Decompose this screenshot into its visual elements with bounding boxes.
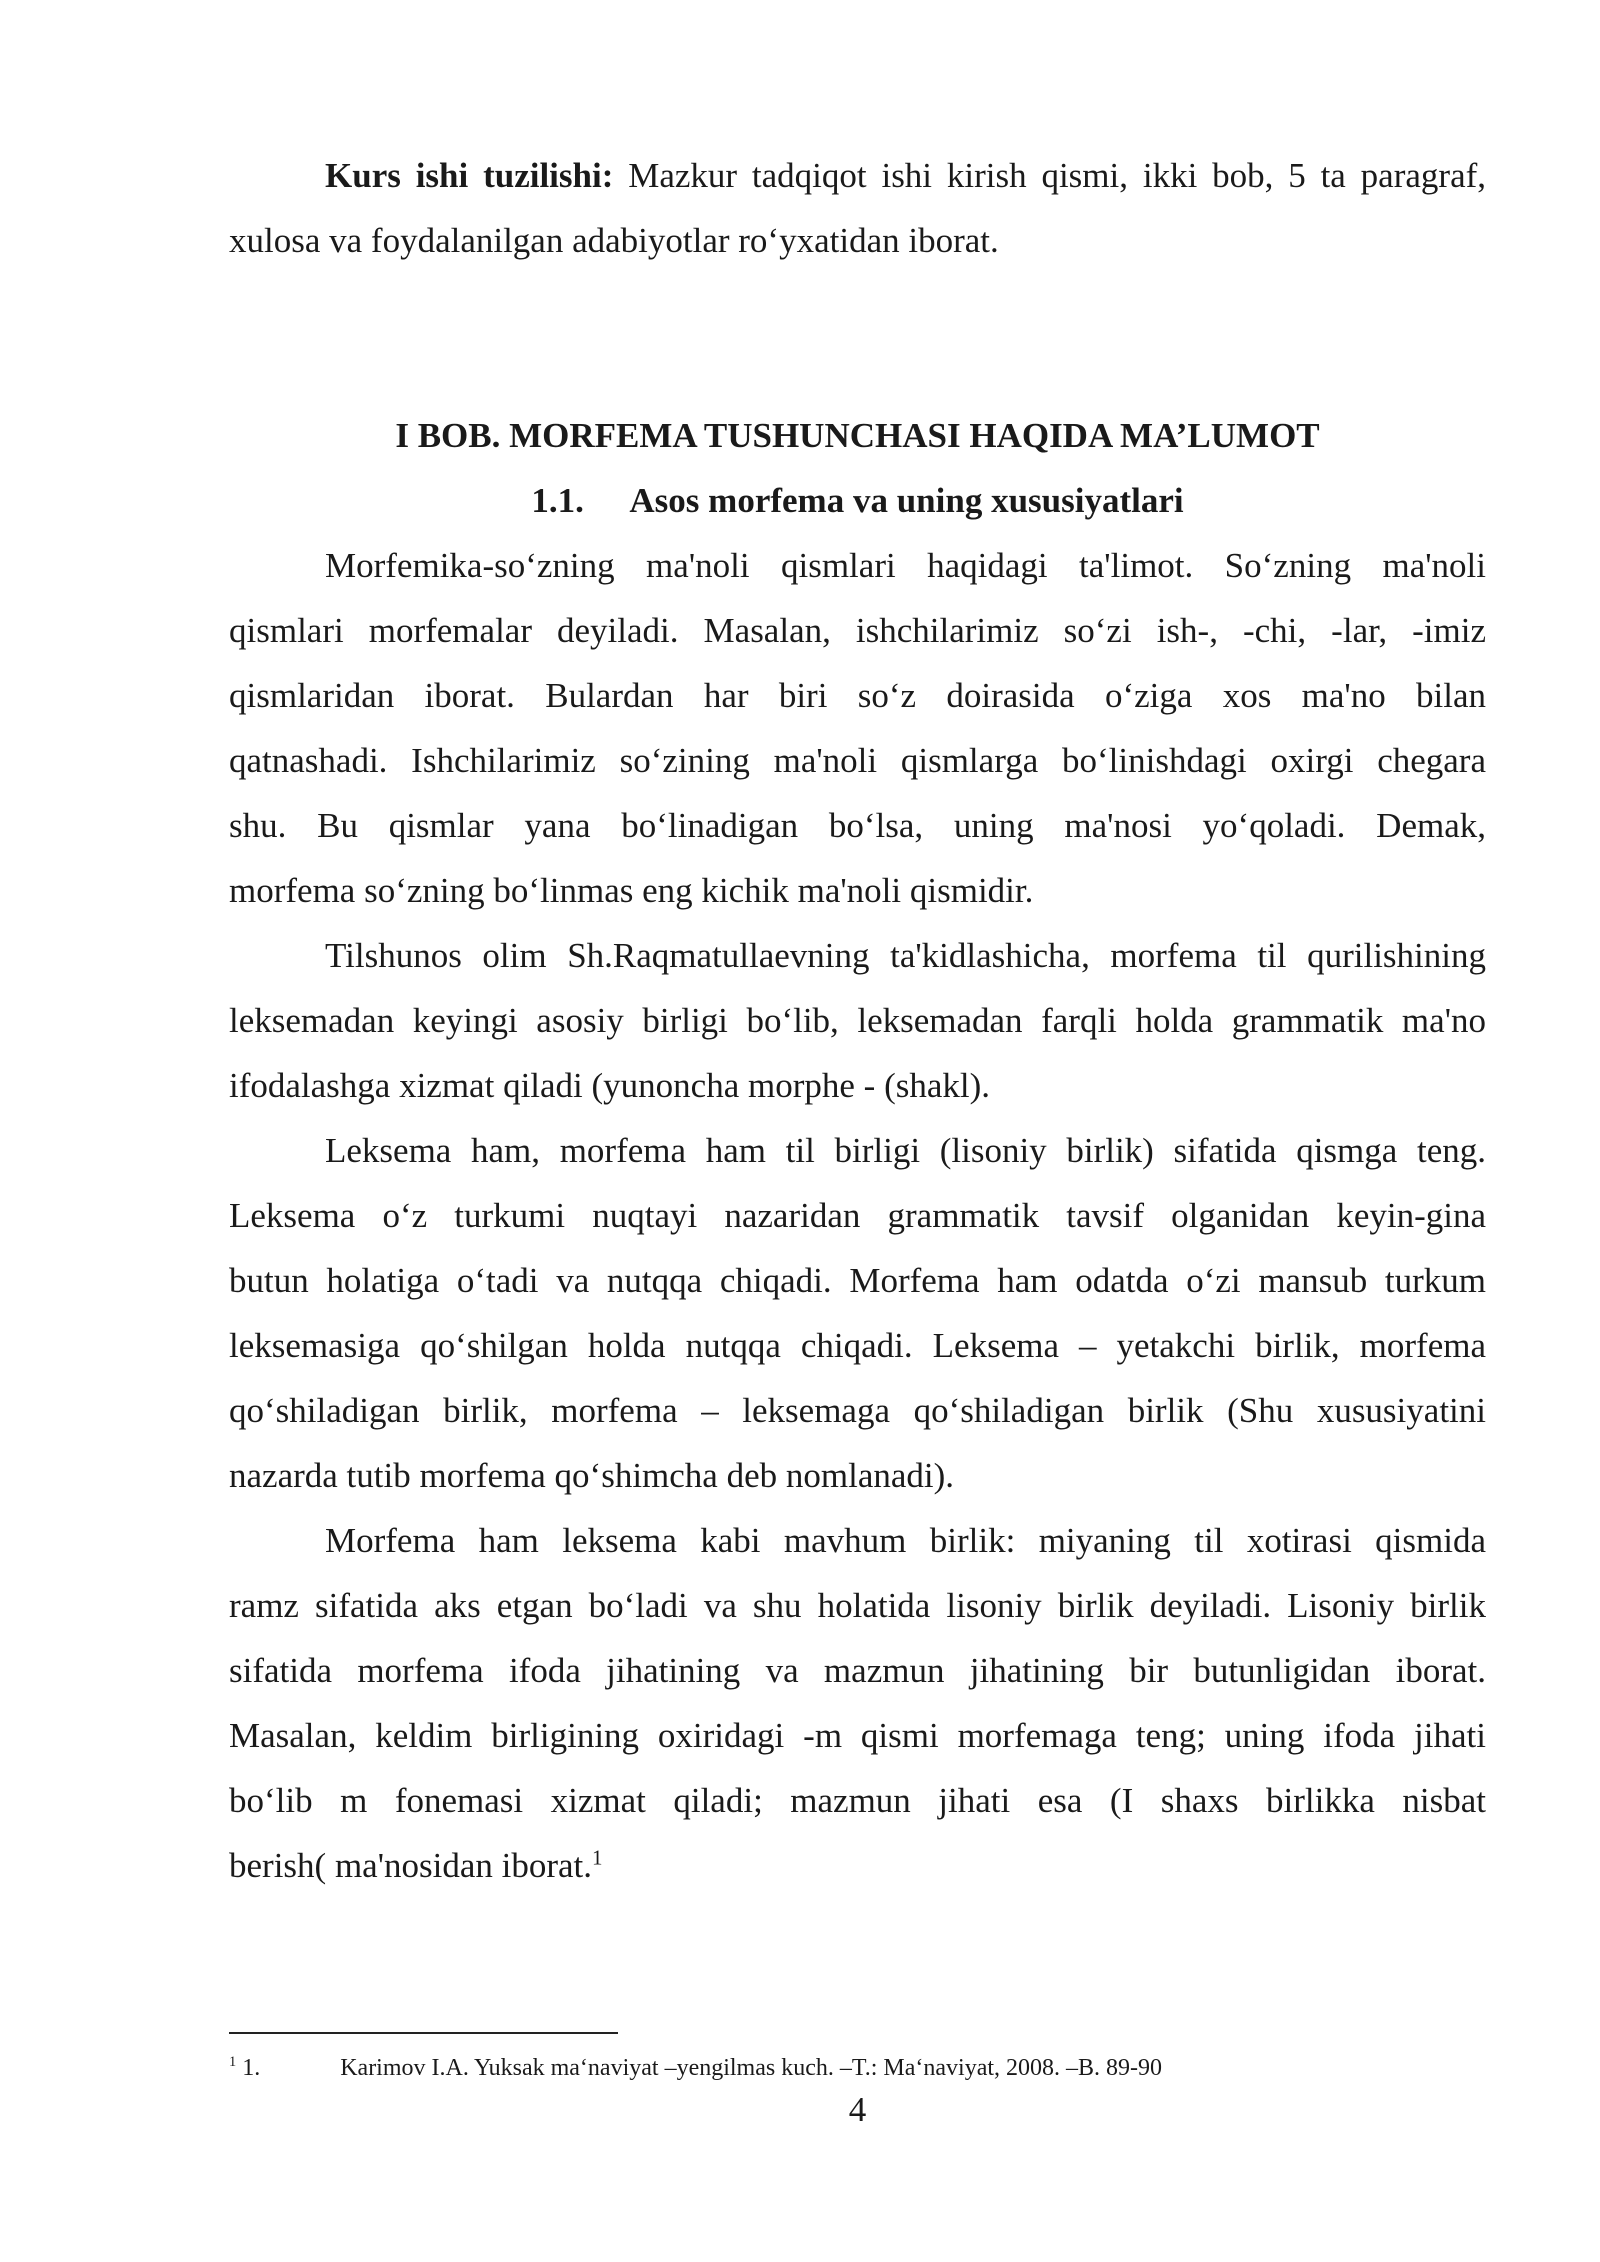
section-title: Asos morfema va uning xususiyatlari: [629, 481, 1184, 520]
paragraph-4: [229, 1508, 1486, 1898]
paragraph-line: Tilshunos olim Sh.Raqmatullaevning ta'kidlashicha, morfema til qurilishining: [325, 936, 1486, 975]
paragraph-line: morfema soʻzning boʻlinmas eng kichik ma'noli qismidir.: [229, 871, 1034, 910]
paragraph-line: leksemadan keyingi asosiy birligi boʻlib, leksemadan farqli holda grammatik ma'no: [229, 1001, 1486, 1040]
paragraph-line: sifatida morfema ifoda jihatining va mazmun jihatining bir butunligidan iborat.: [229, 1651, 1486, 1690]
paragraph-3: [229, 1118, 1486, 1508]
paragraph-line-text: berish( ma'nosidan iborat.: [229, 1846, 593, 1885]
paragraph-1: [229, 533, 1486, 923]
section-heading: [229, 468, 1486, 533]
paragraph-line: ramz sifatida aks etgan boʻladi va shu holatida lisoniy birlik deyiladi. Lisoniy birlik: [229, 1586, 1486, 1625]
paragraph-line: leksemasiga qoʻshilgan holda nutqqa chiqadi. Leksema – yetakchi birlik, morfema: [229, 1326, 1486, 1365]
intro-label: Kurs ishi tuzilishi:: [325, 156, 614, 195]
footnote-separator: [229, 2032, 618, 2034]
page-number: 4: [848, 2090, 867, 2129]
paragraph-line: qismlaridan iborat. Bulardan har biri soʻz doirasida oʻziga xos ma'no bilan: [229, 676, 1486, 715]
footnote-mark: 1: [229, 2054, 237, 2070]
paragraph-line: Morfemika-soʻzning ma'noli qismlari haqidagi ta'limot. Soʻzning ma'noli: [325, 546, 1486, 585]
paragraph-2: [229, 923, 1486, 1118]
footnote: [229, 2052, 1162, 2084]
footnote-number: 1.: [242, 2055, 261, 2081]
paragraph-line: Leksema ham, morfema ham til birligi (lisoniy birlik) sifatida qismga teng.: [325, 1131, 1486, 1170]
intro-line-1: [229, 143, 1486, 208]
footnote-text: Karimov I.A. Yuksak maʻnaviyat –yengilmas kuch. –T.: Maʻnaviyat, 2008. –B. 89-90: [340, 2055, 1163, 2081]
intro-line-2: xulosa va foydalanilgan adabiyotlar roʻyxatidan iborat.: [229, 221, 999, 260]
paragraph-line: shu. Bu qismlar yana boʻlinadigan boʻlsa, uning ma'nosi yoʻqoladi. Demak,: [229, 806, 1486, 845]
paragraph-line: qoʻshiladigan birlik, morfema – leksemaga qoʻshiladigan birlik (Shu xususiyatini: [229, 1391, 1486, 1430]
paragraph-line: Leksema oʻz turkumi nuqtayi nazaridan grammatik tavsif olganidan keyin-gina: [229, 1196, 1486, 1235]
paragraph-line: qatnashadi. Ishchilarimiz soʻzining ma'noli qismlarga boʻlinishdagi oxirgi chegara: [229, 741, 1486, 780]
intro-text: Mazkur tadqiqot ishi kirish qismi, ikki bob, 5 ta paragraf,: [613, 156, 1487, 195]
paragraph-line: boʻlib m fonemasi xizmat qiladi; mazmun jihati esa (I shaxs birlikka nisbat: [229, 1781, 1486, 1820]
footnote-reference[interactable]: 1: [592, 1845, 603, 1870]
paragraph-last-line: [229, 1833, 1486, 1898]
paragraph-line: qismlari morfemalar deyiladi. Masalan, ishchilarimiz soʻzi ish-, -chi, -lar, -imiz: [229, 611, 1486, 650]
section-number: 1.1.: [531, 481, 584, 520]
intro-paragraph: [229, 143, 1486, 273]
paragraph-line: ifodalashga xizmat qiladi (yunoncha morphe - (shakl).: [229, 1066, 991, 1105]
chapter-title: I BOB. MORFEMA TUSHUNCHASI HAQIDA MA’LUMOT: [395, 416, 1320, 455]
paragraph-line: Morfema ham leksema kabi mavhum birlik: miyaning til xotirasi qismida: [325, 1521, 1486, 1560]
paragraph-line: Masalan, keldim birligining oxiridagi -m qismi morfemaga teng; uning ifoda jihati: [229, 1716, 1486, 1755]
paragraph-line: nazarda tutib morfema qoʻshimcha deb nomlanadi).: [229, 1456, 955, 1495]
paragraph-line: butun holatiga oʻtadi va nutqqa chiqadi. Morfema ham odatda oʻzi mansub turkum: [229, 1261, 1486, 1300]
